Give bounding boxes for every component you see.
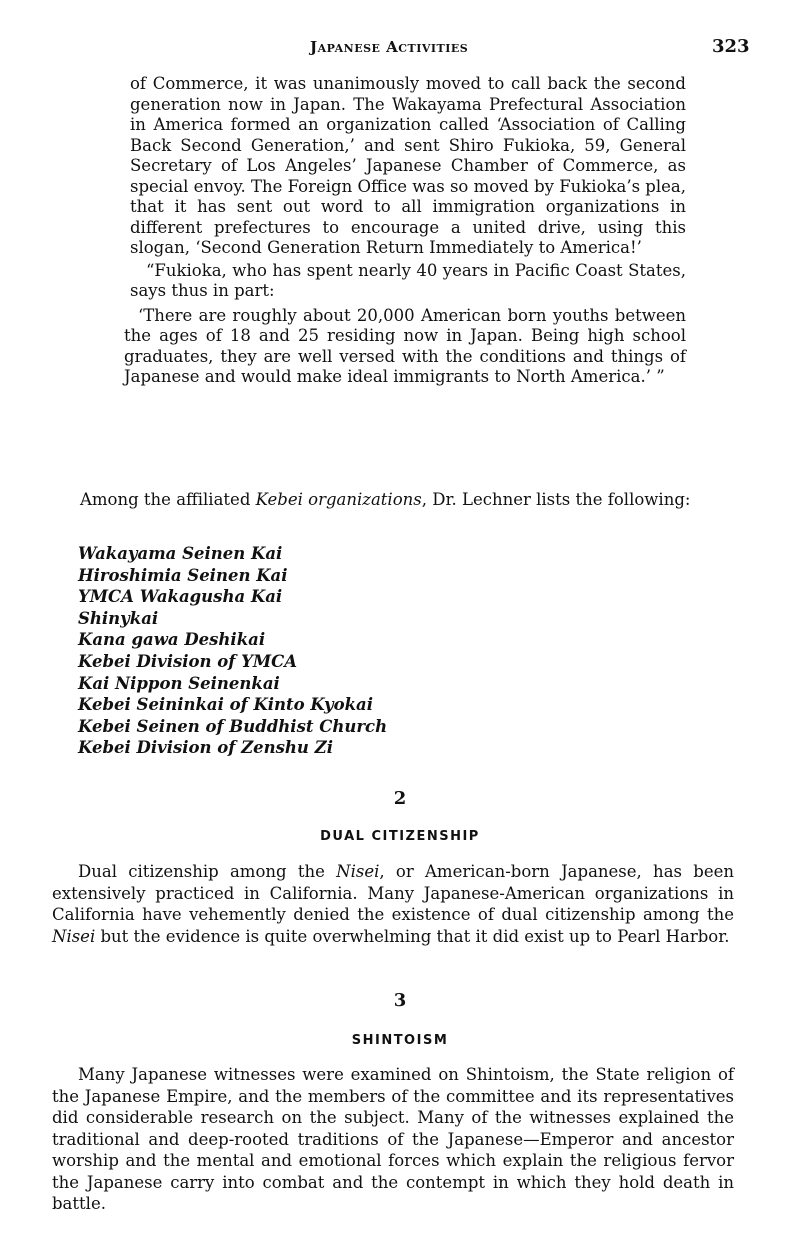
section-number: 2: [393, 788, 407, 809]
list-intro-paragraph: [58, 490, 740, 511]
page-number: 323: [712, 36, 750, 57]
organization-item: Kebei Division of Zenshu Zi: [78, 738, 333, 758]
section-number: 3: [393, 990, 407, 1011]
organization-item: YMCA Wakagusha Kai: [78, 587, 283, 607]
organization-list: [78, 543, 387, 759]
quote-paragraph: of Commerce, it was unanimously moved to call back the second generation now in Japan. The Wakayama Prefectural Association in America formed an organization called ‘Association of Calling Back Second Generation,’ and sent Shiro Fukioka, 59, General Secretary of Los Angeles’ Japanese Chamber of Commerce, as special envoy. The Foreign Office was so moved by Fukioka’s plea, that it has sent out word to all immigration organizations in different prefectures to encourage a united drive, using this slogan, ‘Second Generation Return Immediately to America!’: [130, 74, 686, 257]
running-title: Japanese Activities: [310, 38, 469, 56]
paragraph-text: but the evidence is quite overwhelming that it did exist up to Pearl Harbor.: [95, 926, 730, 946]
paragraph-italic: Nisei: [52, 926, 96, 946]
intro-text: Among the affiliated: [80, 490, 256, 509]
organization-item: Kebei Division of YMCA: [78, 651, 298, 671]
nested-quote-paragraph: ‘There are roughly about 20,000 American born youths between the ages of 18 and 25 residing now in Japan. Being high school graduates, they are well versed with the conditions and things of Japanese and would make ideal immigrants to North America.’ ”: [124, 305, 686, 386]
section-paragraph: [52, 861, 734, 947]
paragraph-italic: Nisei: [336, 862, 380, 881]
nested-quote: [124, 306, 686, 388]
section-paragraph: Many Japanese witnesses were examined on Shintoism, the State religion of the Japanese Empire, and the members of the committee and its representatives did considerable research on the subject. Many of the witnesses explained the traditional and deep-rooted traditions of the Japanese—Emperor and ancestor worship and the mental and emotional forces which explain the religious fervor the Japanese carry into combat and the contempt in which they hold death in battle.: [52, 1065, 734, 1213]
running-head: [0, 36, 800, 64]
organization-item: Hiroshimia Seinen Kai: [78, 565, 288, 585]
section-heading: SHINTOISM: [351, 1033, 449, 1048]
organization-item: Shinykai: [78, 608, 159, 628]
paragraph-text: , or American-born Japanese, has been extensively practiced in California. Many Japanese-American organizations in California have vehemently denied the existence of dual citizenship among the: [52, 862, 734, 924]
organization-item: Kana gawa Deshikai: [78, 630, 266, 650]
block-quote: [124, 74, 686, 388]
intro-text: , Dr. Lechner lists the following:: [421, 490, 691, 509]
quote-paragraph: “Fukioka, who has spent nearly 40 years in Pacific Coast States, says thus in part:: [130, 260, 686, 300]
section-heading: DUAL CITIZENSHIP: [320, 829, 480, 844]
intro-italic: Kebei organizations: [255, 490, 422, 509]
organization-item: Kai Nippon Seinenkai: [78, 673, 280, 693]
paragraph-text: Dual citizenship among the: [78, 862, 337, 881]
organization-item: Wakayama Seinen Kai: [78, 544, 283, 563]
organization-item: Kebei Seininkai of Kinto Kyokai: [78, 695, 374, 715]
organization-item: Kebei Seinen of Buddhist Church: [78, 716, 388, 736]
